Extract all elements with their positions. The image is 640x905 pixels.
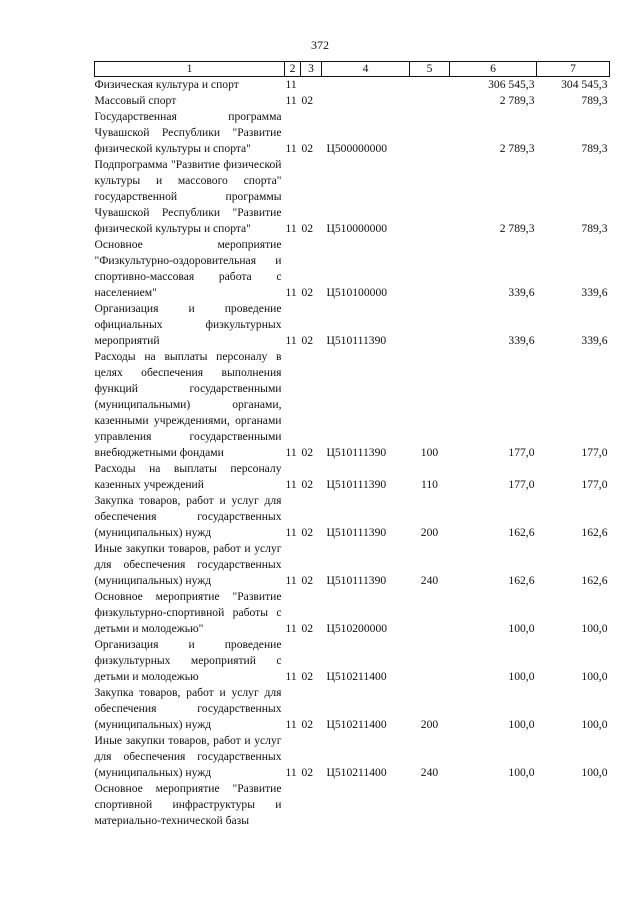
cell-amount-1: 162,6 — [508, 574, 535, 587]
cell-amount-2 — [537, 781, 610, 829]
cell-name: Расходы на выплаты персоналу казенных учреждений — [94, 462, 282, 491]
cell-amount-2: 304 545,3 — [561, 78, 608, 91]
cell-amount-1: 100,0 — [508, 670, 535, 683]
cell-amount-1: 100,0 — [508, 718, 535, 731]
cell-expense-type: 200 — [420, 718, 439, 731]
cell-amount-2: 100,0 — [581, 670, 608, 683]
table-row — [95, 93, 610, 109]
cell-amount-1: 339,6 — [508, 286, 535, 299]
cell-name: Подпрограмма "Развитие физической культуры и массового спорта" государственной программы Чувашской Республики "Развитие физической культуры и спорта" — [94, 158, 282, 235]
table-body — [95, 77, 610, 830]
cell-amount-2: 339,6 — [581, 334, 608, 347]
cell-section: 11 — [285, 478, 297, 491]
cell-name: Массовый спорт — [94, 94, 177, 107]
cell-amount-2: 100,0 — [581, 766, 608, 779]
cell-expense-type: 110 — [421, 478, 438, 491]
cell-name: Расходы на выплаты персоналу в целях обеспечения выполнения функций государственными (муниципальными) органами, казенными учреждениями, органами управления государственными внебюджетными фондами — [94, 350, 282, 459]
header-col-section: 2 — [285, 62, 301, 77]
table-row — [95, 541, 610, 589]
cell-section: 11 — [285, 286, 297, 299]
cell-expense-type: 100 — [420, 446, 439, 459]
cell-amount-1: 177,0 — [508, 478, 535, 491]
header-row — [95, 62, 610, 77]
cell-target-item — [322, 781, 410, 829]
cell-section: 11 — [285, 766, 297, 779]
cell-subsection: 02 — [301, 94, 314, 107]
cell-section: 11 — [285, 526, 297, 539]
table-row — [95, 781, 610, 829]
cell-subsection — [301, 781, 322, 829]
table-row — [95, 301, 610, 349]
cell-subsection: 02 — [301, 718, 314, 731]
cell-section: 11 — [285, 718, 297, 731]
cell-expense-type — [410, 109, 450, 157]
cell-target-item: Ц510111390 — [326, 446, 387, 459]
table-row — [95, 157, 610, 237]
cell-section: 11 — [285, 222, 297, 235]
table-row — [95, 733, 610, 781]
cell-section: 11 — [285, 78, 297, 91]
cell-expense-type — [410, 157, 450, 237]
cell-amount-1: 306 545,3 — [488, 78, 535, 91]
cell-target-item — [322, 77, 410, 94]
cell-amount-1: 177,0 — [508, 446, 535, 459]
cell-name: Организация и проведение физкультурных мероприятий с детьми и молодежью — [94, 638, 282, 683]
header-col-subsection: 3 — [301, 62, 322, 77]
cell-target-item: Ц510111390 — [326, 334, 387, 347]
budget-table — [94, 61, 610, 829]
cell-name: Государственная программа Чувашской Республики "Развитие физической культуры и спорта" — [94, 110, 282, 155]
cell-name: Физическая культура и спорт — [94, 78, 239, 91]
cell-amount-2: 162,6 — [581, 574, 608, 587]
cell-expense-type — [410, 301, 450, 349]
cell-section: 11 — [285, 622, 297, 635]
header-col-expense-type: 5 — [410, 62, 450, 77]
cell-expense-type — [410, 637, 450, 685]
cell-subsection: 02 — [301, 670, 314, 683]
cell-subsection: 02 — [301, 446, 314, 459]
table-row — [95, 493, 610, 541]
cell-amount-1: 2 789,3 — [499, 94, 535, 107]
cell-name: Основное мероприятие "Развитие спортивной инфраструктуры и материально-технической базы — [94, 782, 282, 827]
cell-target-item: Ц510111390 — [326, 526, 387, 539]
cell-amount-2: 789,3 — [581, 222, 608, 235]
table-row — [95, 637, 610, 685]
cell-subsection: 02 — [301, 286, 314, 299]
cell-amount-2: 339,6 — [581, 286, 608, 299]
cell-amount-1: 2 789,3 — [499, 222, 535, 235]
cell-section: 11 — [285, 670, 297, 683]
cell-subsection: 02 — [301, 478, 314, 491]
cell-name: Организация и проведение официальных физкультурных мероприятий — [94, 302, 282, 347]
cell-expense-type — [410, 93, 450, 109]
cell-target-item: Ц500000000 — [326, 142, 388, 155]
cell-section — [285, 781, 301, 829]
cell-amount-1: 2 789,3 — [499, 142, 535, 155]
cell-name: Основное мероприятие "Развитие физкультурно-спортивной работы с детьми и молодежью" — [94, 590, 282, 635]
cell-name: Закупка товаров, работ и услуг для обеспечения государственных (муниципальных) нужд — [94, 686, 282, 731]
cell-amount-2: 100,0 — [581, 718, 608, 731]
cell-target-item: Ц510111390 — [326, 478, 387, 491]
cell-subsection: 02 — [301, 622, 314, 635]
cell-amount-2: 789,3 — [581, 142, 608, 155]
cell-expense-type — [410, 781, 450, 829]
cell-name: Основное мероприятие "Физкультурно-оздоровительная и спортивно-массовая работа с населением" — [94, 238, 282, 299]
cell-expense-type — [410, 77, 450, 94]
header-col-name: 1 — [95, 62, 285, 77]
cell-amount-2: 177,0 — [581, 478, 608, 491]
table-row — [95, 349, 610, 461]
table-row — [95, 109, 610, 157]
cell-name: Иные закупки товаров, работ и услуг для обеспечения государственных (муниципальных) нужд — [94, 734, 282, 779]
page-number: 372 — [311, 38, 329, 52]
cell-expense-type — [410, 237, 450, 301]
table-row — [95, 461, 610, 493]
cell-target-item: Ц510000000 — [326, 222, 388, 235]
cell-name: Иные закупки товаров, работ и услуг для обеспечения государственных (муниципальных) нужд — [94, 542, 282, 587]
cell-subsection: 02 — [301, 574, 314, 587]
cell-section: 11 — [285, 94, 297, 107]
cell-target-item: Ц510211400 — [326, 766, 387, 779]
cell-subsection: 02 — [301, 334, 314, 347]
cell-section: 11 — [285, 142, 297, 155]
cell-amount-2: 162,6 — [581, 526, 608, 539]
cell-amount-1 — [450, 781, 537, 829]
header-col-amount-2: 7 — [537, 62, 610, 77]
cell-amount-2: 177,0 — [581, 446, 608, 459]
cell-expense-type: 240 — [420, 766, 439, 779]
cell-section: 11 — [285, 446, 297, 459]
cell-subsection: 02 — [301, 222, 314, 235]
cell-section: 11 — [285, 334, 297, 347]
cell-amount-1: 100,0 — [508, 766, 535, 779]
table-row — [95, 237, 610, 301]
cell-subsection: 02 — [301, 766, 314, 779]
header-col-amount-1: 6 — [450, 62, 537, 77]
cell-target-item: Ц510100000 — [326, 286, 388, 299]
table-row — [95, 685, 610, 733]
header-col-target-item: 4 — [322, 62, 410, 77]
cell-target-item: Ц510200000 — [326, 622, 388, 635]
table-header — [95, 62, 610, 77]
cell-subsection — [301, 77, 322, 94]
cell-expense-type: 240 — [420, 574, 439, 587]
cell-amount-2: 789,3 — [581, 94, 608, 107]
cell-target-item: Ц510111390 — [326, 574, 387, 587]
cell-name: Закупка товаров, работ и услуг для обеспечения государственных (муниципальных) нужд — [94, 494, 282, 539]
cell-target-item: Ц510211400 — [326, 670, 387, 683]
cell-target-item: Ц510211400 — [326, 718, 387, 731]
cell-subsection: 02 — [301, 526, 314, 539]
cell-target-item — [322, 93, 410, 109]
table-row — [95, 77, 610, 94]
cell-expense-type: 200 — [420, 526, 439, 539]
cell-subsection: 02 — [301, 142, 314, 155]
cell-expense-type — [410, 589, 450, 637]
cell-section: 11 — [285, 574, 297, 587]
cell-amount-1: 339,6 — [508, 334, 535, 347]
table-row — [95, 589, 610, 637]
cell-amount-1: 162,6 — [508, 526, 535, 539]
cell-amount-1: 100,0 — [508, 622, 535, 635]
cell-amount-2: 100,0 — [581, 622, 608, 635]
